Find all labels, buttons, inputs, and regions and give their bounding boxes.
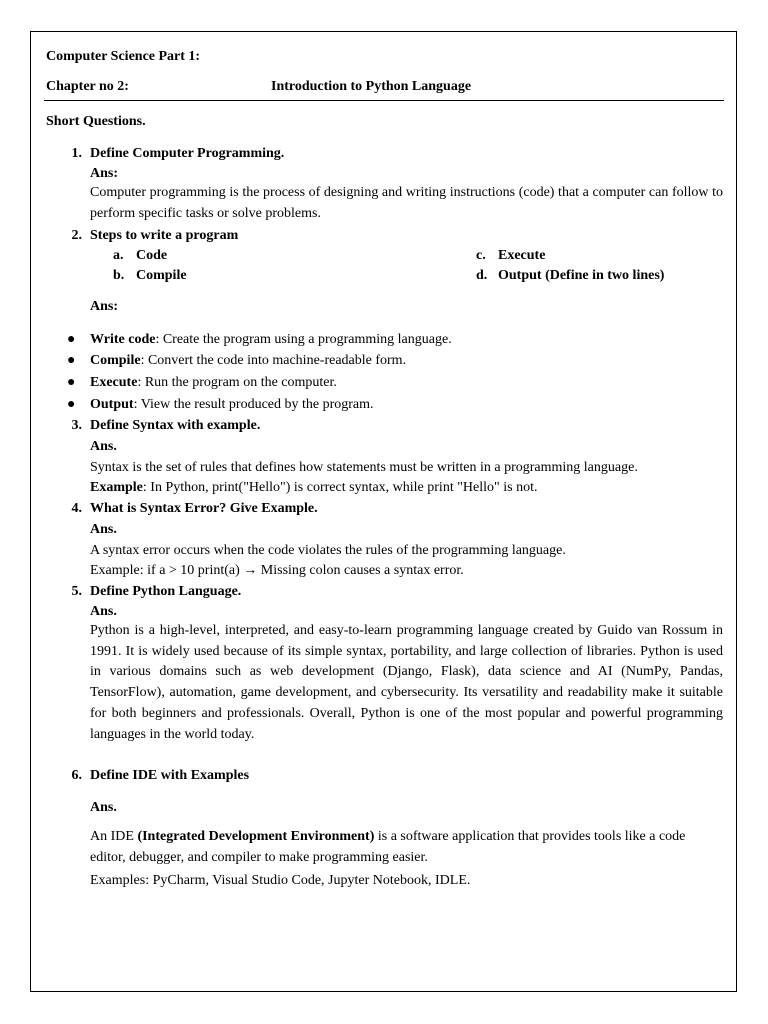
example-label: Example <box>90 480 143 495</box>
q4-number: 4. <box>71 501 82 516</box>
q2-number: 2. <box>71 228 82 243</box>
q1-ans-label: Ans: <box>90 166 119 181</box>
step-a-text: Code <box>136 248 168 263</box>
example-text: : In Python, print("Hello") is correct syntax, while print "Hello" is not. <box>142 480 538 495</box>
q4-ans-label: Ans. <box>90 522 117 537</box>
bullet-item-compile <box>90 352 406 369</box>
q2-question: Steps to write a program <box>90 228 239 243</box>
chapter-label: Chapter no 2: <box>46 79 129 94</box>
q3-question: Define Syntax with example. <box>90 418 261 433</box>
bullet-desc: : View the result produced by the program. <box>133 397 374 412</box>
q1-question: Define Computer Programming. <box>90 146 285 161</box>
bullet-term: Execute <box>90 375 138 390</box>
bullet-term: Compile <box>90 353 141 368</box>
q6-number: 6. <box>71 768 82 783</box>
q2-ans-label: Ans: <box>90 299 119 314</box>
document-page <box>30 31 737 992</box>
q6-answer-post: is a software application that provides tools like a code editor, debugger, and compiler to make programming easier. <box>90 829 686 865</box>
bullet-desc: : Run the program on the computer. <box>137 375 337 390</box>
step-b-letter: b. <box>113 268 125 283</box>
q4-answer: A syntax error occurs when the code violates the rules of the programming language. <box>90 543 566 558</box>
bullet-icon: ● <box>67 353 76 368</box>
q6-answer-pre: An IDE <box>90 829 138 844</box>
bullet-icon: ● <box>67 332 76 347</box>
q5-number: 5. <box>71 584 82 599</box>
q3-answer: Syntax is the set of rules that defines how statements must be written in a programming language. <box>90 460 638 475</box>
step-d-text: Output (Define in two lines) <box>498 268 665 283</box>
q5-question: Define Python Language. <box>90 584 242 599</box>
q4-example: Example: if a > 10 print(a) → Missing colon causes a syntax error. <box>90 563 464 578</box>
q6-examples: Examples: PyCharm, Visual Studio Code, Jupyter Notebook, IDLE. <box>90 873 471 888</box>
section-title: Short Questions. <box>46 114 146 129</box>
step-c-text: Execute <box>498 248 546 263</box>
q6-ans-label: Ans. <box>90 800 117 815</box>
step-d-letter: d. <box>476 268 488 283</box>
bullet-icon: ● <box>67 397 76 412</box>
q6-answer <box>90 827 715 868</box>
q3-number: 3. <box>71 418 82 433</box>
header-divider <box>44 100 724 101</box>
q1-answer: Computer programming is the process of designing and writing instructions (code) that a computer can follow to perform specific tasks or solve problems. <box>90 185 723 221</box>
chapter-title: Introduction to Python Language <box>271 79 472 94</box>
q5-answer: Python is a high-level, interpreted, and easy-to-learn programming language created by Guido van Rossum in 1991. It is widely used because of its simple syntax, portability, and large collection of libraries. Python is used in various domains such as web development (Django, Flask), data science and AI (NumPy, Pandas, TensorFlow), automation, game development, and cybersecurity. Its versatility and readability make it suitable for both beginners and professionals. Overall, Python is one of the most popular and powerful programming languages in the world today. <box>90 623 723 742</box>
q5-ans-label: Ans. <box>90 604 117 619</box>
bullet-desc: : Convert the code into machine-readable form. <box>140 353 407 368</box>
step-b-text: Compile <box>136 268 187 283</box>
bullet-term: Write code <box>90 332 156 347</box>
q4-question: What is Syntax Error? Give Example. <box>90 501 318 516</box>
bullet-item-execute <box>90 374 337 391</box>
step-c-letter: c. <box>476 248 486 263</box>
q1-number: 1. <box>71 146 82 161</box>
q6-question: Define IDE with Examples <box>90 768 250 783</box>
q6-answer-bold: (Integrated Development Environment) <box>137 829 375 844</box>
bullet-icon: ● <box>67 375 76 390</box>
course-title: Computer Science Part 1: <box>46 49 201 64</box>
q3-example <box>90 479 537 496</box>
step-a-letter: a. <box>113 248 124 263</box>
bullet-item-write-code <box>90 331 452 348</box>
q3-ans-label: Ans. <box>90 439 117 454</box>
bullet-item-output <box>90 396 374 413</box>
bullet-term: Output <box>90 397 134 412</box>
bullet-desc: : Create the program using a programming language. <box>155 332 452 347</box>
